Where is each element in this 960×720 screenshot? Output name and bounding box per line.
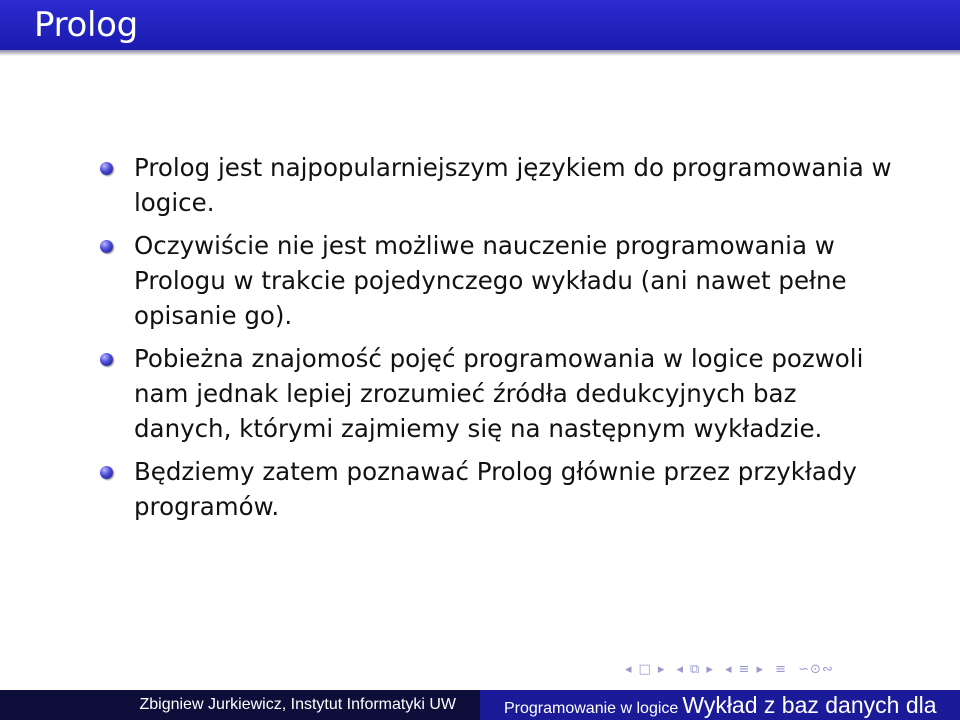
bullet-ball-icon xyxy=(100,353,113,366)
nav-search-icon[interactable]: ∽⊙∾ xyxy=(798,662,834,677)
bullet-text: Prolog jest najpopularniejszym językiem do programowania w logice. xyxy=(134,153,892,217)
nav-frame-next-icon[interactable]: ▸ xyxy=(657,662,666,677)
nav-subsection-next-icon[interactable]: ▸ xyxy=(706,662,714,677)
bullet-ball-icon xyxy=(100,162,113,175)
footer-author: Zbigniew Jurkiewicz, Instytut Informatyki UW xyxy=(0,690,480,720)
bullet-ball-icon xyxy=(100,466,113,479)
navigation-bar xyxy=(625,662,960,684)
nav-subsection-icon[interactable]: ⧉ xyxy=(690,662,701,677)
bullet-ball-icon xyxy=(100,240,113,253)
bullet-item xyxy=(100,150,900,220)
footer-course: Programowanie w logice xyxy=(504,700,679,717)
bullet-item xyxy=(100,341,900,446)
nav-section-prev-icon[interactable]: ◂ xyxy=(725,662,733,677)
nav-subsection-list-icon[interactable]: ≡ xyxy=(775,662,788,677)
footer-lecture: Wykład z baz danych dla xyxy=(682,692,937,718)
footer xyxy=(0,690,960,720)
title-bar-shadow xyxy=(0,50,960,56)
title-bar xyxy=(0,0,960,50)
bullet-text: Pobieżna znajomość pojęć programowania w logice pozwoli nam jednak lepiej zrozumieć źródła dedukcyjnych baz danych, którymi zajmiemy się na następnym wykładzie. xyxy=(134,344,864,443)
nav-frame-icon[interactable]: □ xyxy=(638,662,652,677)
bullet-item xyxy=(100,454,900,524)
nav-frame-prev-icon[interactable]: ◂ xyxy=(625,662,633,677)
bullet-text: Oczywiście nie jest możliwe nauczenie programowania w Prologu w trakcie pojedynczego wykładu (ani nawet pełne opisanie go). xyxy=(134,231,847,330)
nav-subsection-prev-icon[interactable]: ◂ xyxy=(676,662,685,677)
bullet-text: Będziemy zatem poznawać Prolog głównie przez przykłady programów. xyxy=(134,457,857,521)
footer-title-block xyxy=(480,690,960,720)
nav-section-next-icon[interactable]: ▸ xyxy=(756,662,764,677)
slide-title: Prolog xyxy=(34,5,138,45)
bullet-list xyxy=(100,150,900,532)
nav-section-icon[interactable]: ≡ xyxy=(738,662,751,677)
bullet-item xyxy=(100,228,900,333)
